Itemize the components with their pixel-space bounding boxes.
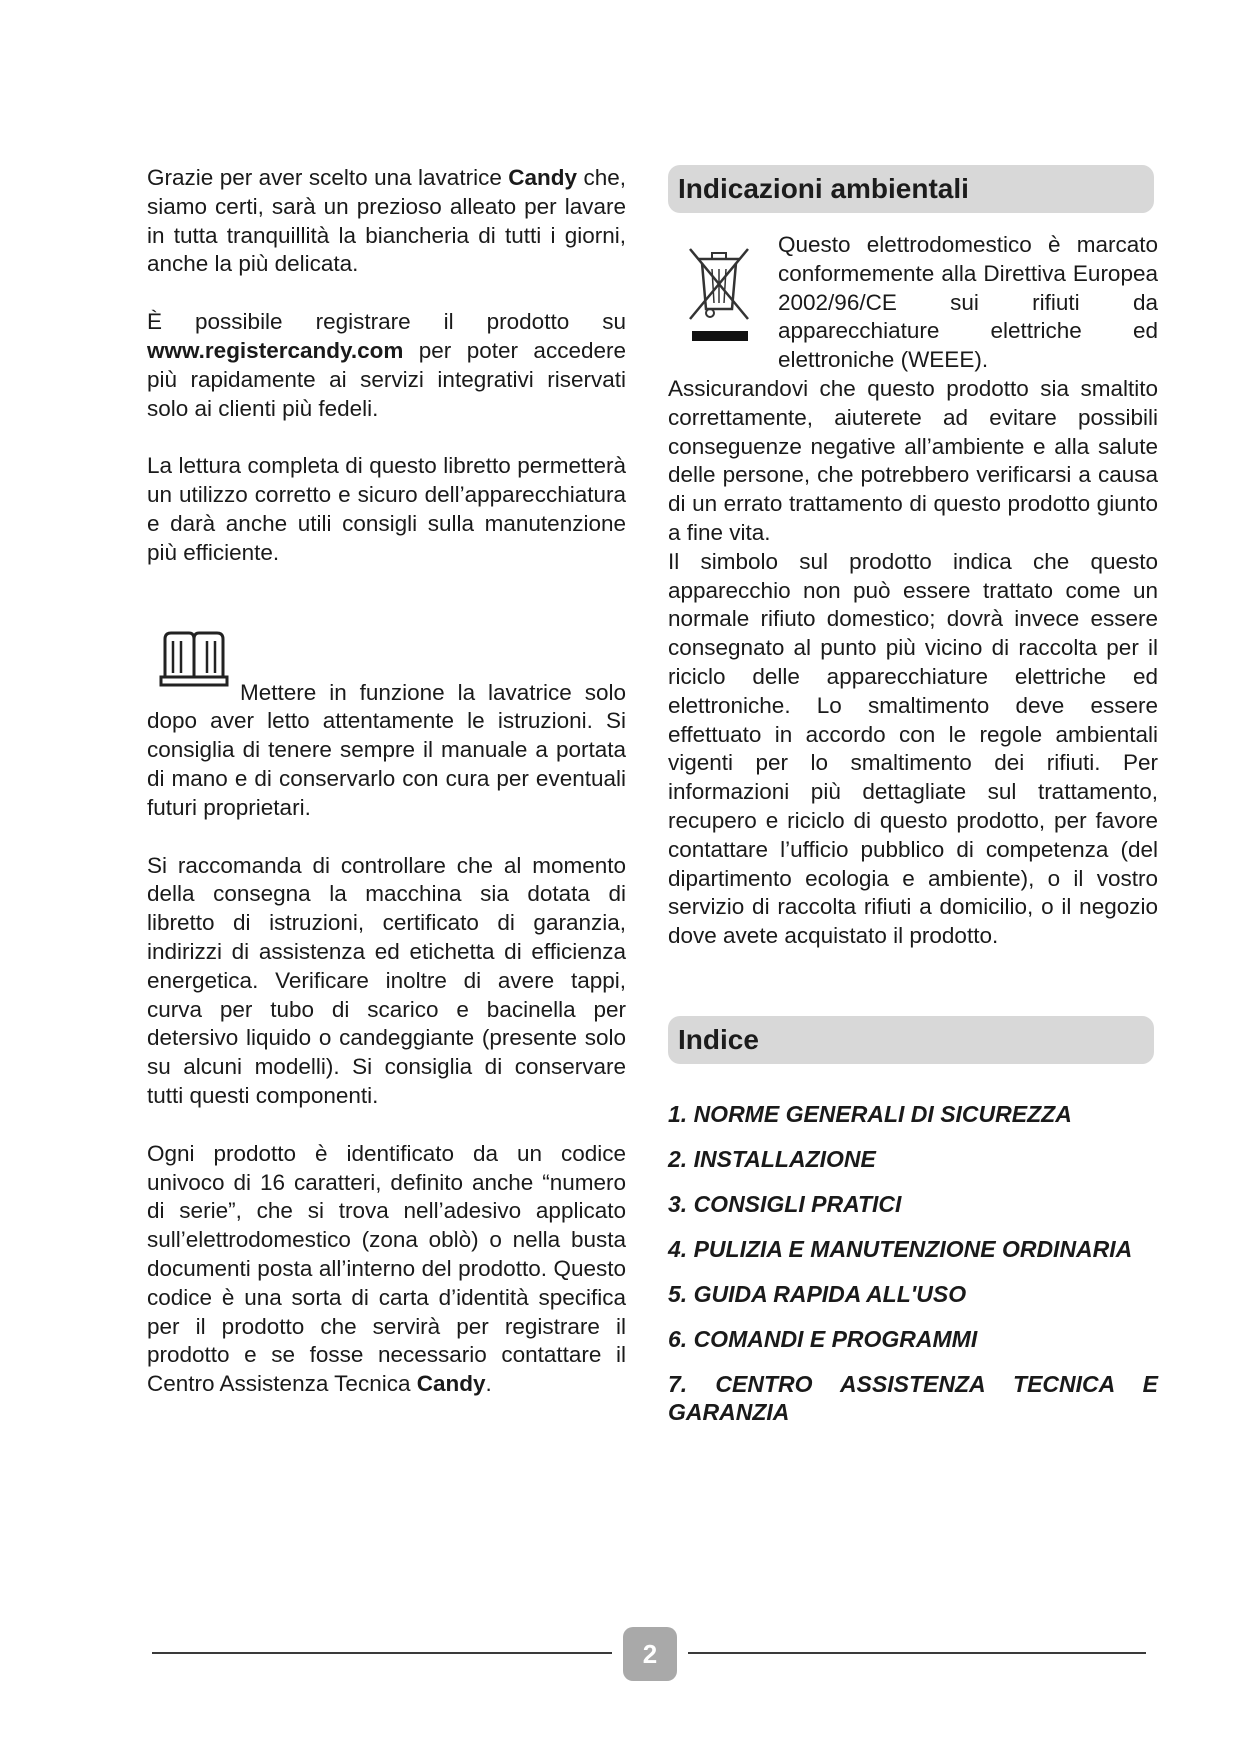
intro-paragraph [147, 164, 626, 279]
weee-crossed-bin-icon [688, 247, 752, 347]
register-text: È possibile registrare il prodotto su [147, 309, 626, 335]
toc-item[interactable]: 5. GUIDA RAPIDA ALL'USO [668, 1280, 967, 1307]
footer-divider-left [152, 1652, 612, 1654]
environment-paragraph-2: Il simbolo sul prodotto indica che questo apparecchio non può essere trattato come un normale rifiuto domestico; dovrà invece essere consegnato al punto più vicino di raccolta per il riciclo delle apparecchiature elettriche ed elettroniche. Lo smaltimento deve essere effettuato in accordo con le regole ambientali vigenti per lo smaltimento dei rifiuti. Per informazioni più dettagliate sul trattamento, recupero e riciclo di questo prodotto, per favore contattare l’ufficio pubblico di competenza (del dipartimento ecologia e ambiente), o il vostro servizio di raccolta rifiuti a domicilio, o il negozio dove avete acquistato il prodotto. [668, 548, 1158, 949]
serial-text: Ogni prodotto è identificato da un codice univoco di 16 caratteri, definito anche “numero di serie”, che si trova nell’adesivo applicato sull’elettrodomestico (zona oblò) o nella busta documenti posta all’interno del prodotto. Questo codice è una sorta di carta d’identità specifica per il prodotto che servirà per registrare il prodotto e se fosse necessario contattare il Centro Assistenza Tecnica [147, 1140, 626, 1397]
register-paragraph [147, 308, 626, 423]
toc-item[interactable]: 6. COMANDI E PROGRAMMI [668, 1325, 978, 1352]
brand-name: Candy [416, 1371, 486, 1397]
environment-heading: Indicazioni ambientali [668, 165, 1154, 213]
serial-paragraph [147, 1140, 626, 1399]
reading-paragraph: La lettura completa di questo libretto permetterà un utilizzo corretto e sicuro dell’apparecchiatura e darà anche utili consigli sulla manutenzione più efficiente. [147, 453, 626, 565]
brand-name: Candy [508, 165, 578, 190]
manual-notice [147, 629, 626, 823]
toc-item[interactable]: 7. CENTRO ASSISTENZA TECNICA E GARANZIA [668, 1370, 1158, 1425]
right-column [668, 165, 1158, 1443]
footer-divider-right [688, 1652, 1146, 1654]
index-heading: Indice [668, 1016, 1154, 1064]
warning-paragraph: Mettere in funzione la lavatrice solo dopo aver letto attentamente le istruzioni. Si consiglia di tenere sempre il manuale a portata di mano e di conservarlo con cura per eventuali futuri proprietari. [147, 679, 626, 820]
environment-intro: Questo elettrodomestico è marcato conformemente alla Direttiva Europea 2002/96/CE sui rifiuti da apparecchiature elettriche ed elettroniche (WEEE). [778, 232, 1158, 373]
table-of-contents [668, 1100, 1158, 1426]
register-link[interactable]: www.registercandy.com [147, 337, 404, 363]
register-text-cont: per poter accedere più rapidamente ai servizi integrativi riservati solo ai clienti più fedeli. [147, 337, 626, 421]
toc-item[interactable]: 2. INSTALLAZIONE [668, 1145, 876, 1172]
toc-item[interactable]: 3. CONSIGLI PRATICI [668, 1190, 902, 1217]
environment-section [668, 231, 1158, 951]
intro-text-cont: che, siamo certi, sarà un prezioso alleato per lavare in tutta tranquillità la biancheria di tutti i giorni, anche la più delicata. [147, 165, 626, 277]
check-paragraph: Si raccomanda di controllare che al momento della consegna la macchina sia dotata di libretto di istruzioni, certificato di garanzia, indirizzi di assistenza ed etichetta di efficienza energetica. Verificare inoltre di avere tappi, curva per tubo di scarico e bacinella per detersivo liquido o candeggiante (presente solo su alcuni modelli). Si consiglia di conservare tutti questi componenti. [147, 852, 626, 1108]
environment-paragraph-1: Assicurandovi che questo prodotto sia smaltito correttamente, aiuterete ad evitare possibili conseguenze negative all’ambiente e alla salute delle persone, che potrebbero verificarsi a causa di un errato trattamento di questo prodotto giunto a fine vita. [668, 375, 1158, 545]
serial-end: . [485, 1371, 492, 1397]
left-column [147, 164, 626, 1428]
open-book-icon [159, 629, 229, 687]
page-number: 2 [623, 1627, 677, 1681]
toc-item[interactable]: 4. PULIZIA E MANUTENZIONE ORDINARIA [668, 1235, 1133, 1262]
toc-item[interactable]: 1. NORME GENERALI DI SICUREZZA [668, 1100, 1072, 1127]
intro-text: Grazie per aver scelto una lavatrice [147, 165, 509, 190]
